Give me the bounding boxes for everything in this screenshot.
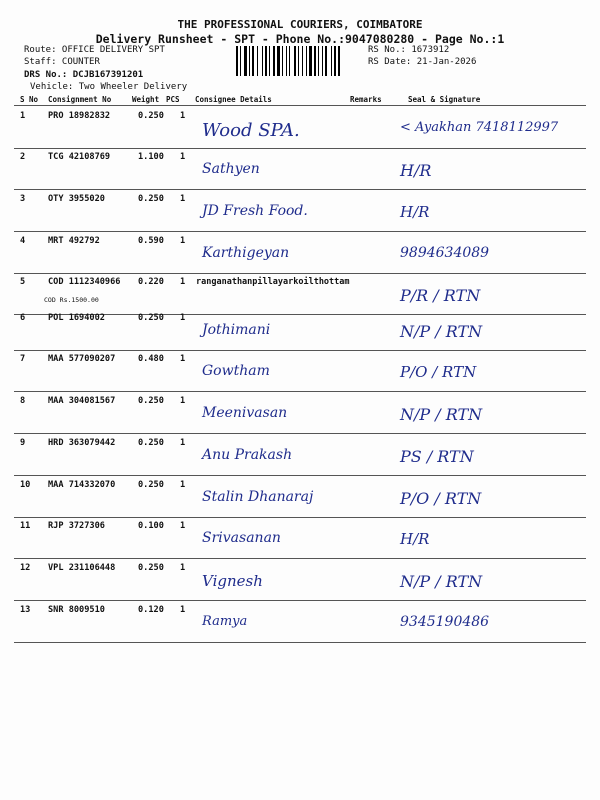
row-cod-amount: COD Rs.1500.00 xyxy=(44,296,99,304)
barcode-bar xyxy=(331,46,332,76)
row-sno: 12 xyxy=(20,563,31,573)
table-row xyxy=(14,108,586,148)
row-weight: 0.480 xyxy=(138,354,164,364)
col-consignee: Consignee Details xyxy=(195,95,272,104)
row-seal-signature: N/P / RTN xyxy=(400,405,483,424)
row-pcs: 1 xyxy=(180,605,186,615)
barcode-bar xyxy=(236,46,238,76)
row-weight: 0.250 xyxy=(138,396,164,406)
row-consignment-no: RJP 3727306 xyxy=(48,521,105,531)
barcode-bar xyxy=(309,46,312,76)
table-row xyxy=(14,149,586,189)
row-sno: 2 xyxy=(20,152,26,162)
row-consignment-no: SNR 8009510 xyxy=(48,605,105,615)
row-weight: 0.250 xyxy=(138,438,164,448)
row-seal-signature: P/O / RTN xyxy=(400,363,477,381)
barcode-bar xyxy=(257,46,258,76)
row-divider xyxy=(14,475,586,476)
table-row xyxy=(14,233,586,273)
row-sno: 3 xyxy=(20,194,26,204)
barcode-bar xyxy=(306,46,307,76)
row-pcs: 1 xyxy=(180,313,186,323)
col-seal: Seal & Signature xyxy=(408,95,481,104)
row-weight: 0.100 xyxy=(138,521,164,531)
table-row xyxy=(14,518,586,558)
row-seal-signature: H/R xyxy=(400,530,430,548)
staff-text: Staff: COUNTER xyxy=(24,57,100,67)
runsheet-title: Delivery Runsheet - SPT - Phone No.:9047080280 - Page No.:1 xyxy=(95,32,505,46)
row-seal-signature: 9894634089 xyxy=(400,245,490,261)
barcode-bar xyxy=(338,46,340,76)
row-pcs: 1 xyxy=(180,521,186,531)
table-row xyxy=(14,274,586,314)
row-consignment-no: PRO 18982832 xyxy=(48,111,111,121)
drs-number: DRS No.: DCJB167391201 xyxy=(24,70,144,80)
row-pcs: 1 xyxy=(180,438,186,448)
row-consignment-no: VPL 231106448 xyxy=(48,563,116,573)
row-consignment-no: COD 1112340966 xyxy=(48,277,121,287)
header-divider xyxy=(14,105,586,106)
row-consignment-no: MAA 714332070 xyxy=(48,480,116,490)
barcode-bar xyxy=(286,46,287,76)
row-sno: 1 xyxy=(20,111,26,121)
row-pcs: 1 xyxy=(180,236,186,246)
rs-date: RS Date: 21-Jan-2026 xyxy=(368,57,477,67)
col-remarks: Remarks xyxy=(350,95,382,104)
rs-number: RS No.: 1673912 xyxy=(368,45,450,55)
row-consignee-handwritten: Karthigeyan xyxy=(202,245,290,261)
row-weight: 0.250 xyxy=(138,480,164,490)
row-consignee-handwritten: Meenivasan xyxy=(202,405,288,421)
col-sno: S No xyxy=(20,95,39,104)
row-consignment-no: OTY 3955020 xyxy=(48,194,105,204)
row-pcs: 1 xyxy=(180,152,186,162)
row-consignee-handwritten: Stalin Dhanaraj xyxy=(202,489,314,505)
col-weight: Weight xyxy=(132,95,160,104)
row-pcs: 1 xyxy=(180,111,186,121)
barcode-bar xyxy=(294,46,296,76)
barcode-bar xyxy=(298,46,299,76)
table-row xyxy=(14,191,586,231)
row-weight: 0.250 xyxy=(138,111,164,121)
barcode-bar xyxy=(325,46,327,76)
row-pcs: 1 xyxy=(180,563,186,573)
row-seal-signature: N/P / RTN xyxy=(400,572,483,591)
barcode-bar xyxy=(240,46,241,76)
barcode-bar xyxy=(302,46,303,76)
row-sno: 6 xyxy=(20,313,26,323)
barcode-bar xyxy=(289,46,290,76)
route-text: Route: OFFICE DELIVERY SPT xyxy=(24,45,165,55)
row-seal-signature: < Ayakhan 7418112997 xyxy=(400,120,559,135)
row-divider xyxy=(14,558,586,559)
row-pcs: 1 xyxy=(180,194,186,204)
row-seal-signature: P/R / RTN xyxy=(400,286,481,305)
barcode-bar xyxy=(244,46,247,76)
row-consignee-handwritten: Jothimani xyxy=(202,322,271,338)
col-consignment: Consignment No xyxy=(48,95,112,104)
row-pcs: 1 xyxy=(180,354,186,364)
barcode-bar xyxy=(273,46,275,76)
row-sno: 8 xyxy=(20,396,26,406)
row-pcs: 1 xyxy=(180,277,186,287)
row-weight: 0.250 xyxy=(138,194,164,204)
row-weight: 0.120 xyxy=(138,605,164,615)
row-weight: 0.590 xyxy=(138,236,164,246)
barcode-bar xyxy=(249,46,250,76)
row-divider xyxy=(14,600,586,601)
row-sno: 13 xyxy=(20,605,31,615)
barcode-bar xyxy=(265,46,267,76)
row-weight: 0.220 xyxy=(138,277,164,287)
row-weight: 1.100 xyxy=(138,152,164,162)
row-sno: 10 xyxy=(20,480,31,490)
row-sno: 4 xyxy=(20,236,26,246)
row-seal-signature: 9345190486 xyxy=(400,614,490,630)
row-seal-signature: H/R xyxy=(400,161,432,180)
row-sno: 7 xyxy=(20,354,26,364)
row-consignment-no: HRD 363079442 xyxy=(48,438,116,448)
table-row xyxy=(14,393,586,433)
barcode-bar xyxy=(277,46,280,76)
barcode-bar xyxy=(262,46,263,76)
barcode-bar xyxy=(252,46,254,76)
row-seal-signature: P/O / RTN xyxy=(400,489,482,508)
row-consignee-handwritten: Gowtham xyxy=(202,363,270,379)
col-pcs: PCS xyxy=(166,95,180,104)
row-consignee-handwritten: Anu Prakash xyxy=(202,447,293,463)
company-name: THE PROFESSIONAL COURIERS, COIMBATORE xyxy=(177,18,423,31)
table-row xyxy=(14,560,586,600)
row-consignment-no: MAA 577090207 xyxy=(48,354,116,364)
row-consignment-no: POL 1694002 xyxy=(48,313,105,323)
row-seal-signature: PS / RTN xyxy=(400,447,474,466)
barcode-image xyxy=(236,46,364,76)
row-consignee-printed: ranganathanpillayarkoilthottam xyxy=(196,277,350,287)
barcode-bar xyxy=(282,46,283,76)
row-seal-signature: H/R xyxy=(400,203,430,221)
table-row xyxy=(14,477,586,517)
row-divider xyxy=(14,391,586,392)
table-row xyxy=(14,435,586,475)
table-row xyxy=(14,310,586,350)
row-weight: 0.250 xyxy=(138,313,164,323)
row-pcs: 1 xyxy=(180,396,186,406)
row-consignee-handwritten: Sathyen xyxy=(202,161,260,177)
row-divider xyxy=(14,189,586,190)
row-consignee-handwritten: Wood SPA. xyxy=(202,120,300,141)
row-divider xyxy=(14,231,586,232)
barcode-bar xyxy=(318,46,319,76)
row-consignment-no: TCG 42108769 xyxy=(48,152,111,162)
barcode-bar xyxy=(334,46,336,76)
row-consignee-handwritten: JD Fresh Food. xyxy=(202,203,308,219)
row-sno: 9 xyxy=(20,438,26,448)
row-divider xyxy=(14,642,586,643)
row-consignee-handwritten: Ramya xyxy=(202,614,248,629)
row-sno: 5 xyxy=(20,277,26,287)
row-pcs: 1 xyxy=(180,480,186,490)
row-weight: 0.250 xyxy=(138,563,164,573)
row-consignment-no: MAA 304081567 xyxy=(48,396,116,406)
row-consignment-no: MRT 492792 xyxy=(48,236,100,246)
row-divider xyxy=(14,433,586,434)
table-row xyxy=(14,351,586,391)
row-consignee-handwritten: Srivasanan xyxy=(202,530,281,546)
row-consignee-handwritten: Vignesh xyxy=(202,572,263,590)
vehicle-text: Vehicle: Two Wheeler Delivery xyxy=(30,82,188,92)
barcode-bar xyxy=(322,46,323,76)
table-row xyxy=(14,602,586,642)
row-seal-signature: N/P / RTN xyxy=(400,322,483,341)
barcode-bar xyxy=(269,46,270,76)
barcode-bar xyxy=(314,46,316,76)
row-sno: 11 xyxy=(20,521,31,531)
